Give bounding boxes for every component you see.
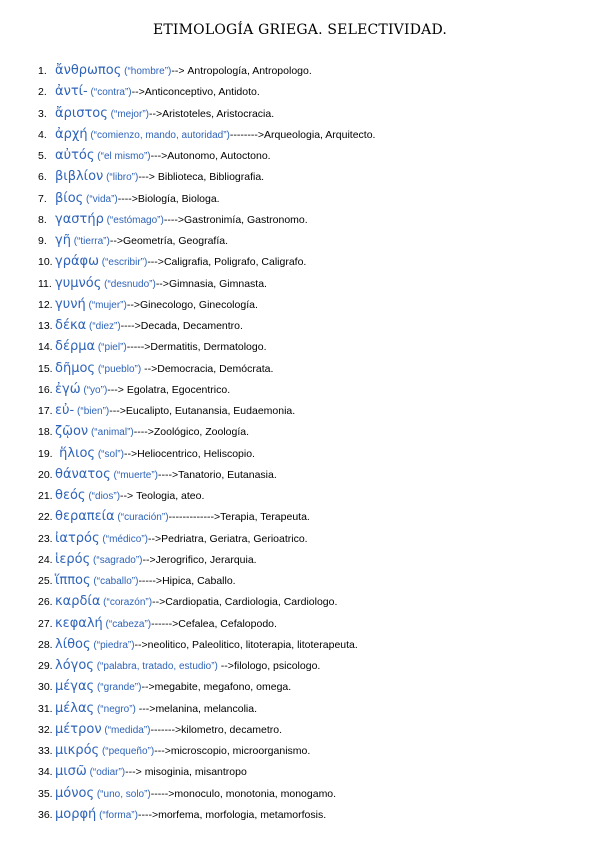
greek-word: εὐ- bbox=[55, 403, 75, 418]
greek-word: αὐτός bbox=[55, 148, 95, 163]
meaning-text: (“tierra”) bbox=[70, 236, 110, 247]
item-number: 27. bbox=[38, 617, 53, 630]
page-title: ETIMOLOGÍA GRIEGA. SELECTIVIDAD. bbox=[152, 22, 448, 38]
greek-word: καρδία bbox=[55, 594, 101, 610]
greek-word: ἥλιος bbox=[55, 445, 96, 461]
arrow-text: ---> bbox=[107, 383, 127, 396]
arrow-text: --> bbox=[134, 638, 148, 651]
item-number: 13. bbox=[38, 320, 53, 332]
arrow-text: ----> bbox=[163, 213, 184, 226]
greek-word: γῆ bbox=[55, 233, 71, 248]
list-item bbox=[38, 804, 588, 825]
list-item bbox=[38, 676, 588, 697]
derived-words: kilometro, decametro. bbox=[181, 723, 283, 736]
greek-word: ἄριστος bbox=[55, 105, 108, 121]
list-item bbox=[38, 613, 588, 634]
arrow-text: ---> bbox=[147, 256, 164, 269]
arrow-text: --> bbox=[141, 362, 158, 375]
list-item bbox=[38, 570, 588, 591]
meaning-text: (“hombre”) bbox=[121, 66, 172, 77]
derived-words: Gastronimía, Gastronomo. bbox=[183, 213, 308, 226]
derived-words: Terapia, Terapeuta. bbox=[220, 511, 310, 524]
greek-word: ἀρχή bbox=[55, 126, 88, 142]
derived-words: misoginia, misantropo bbox=[144, 766, 247, 779]
list-item bbox=[38, 783, 588, 804]
derived-words: neolitico, Paleolitico, litoterapia, litoterapeuta. bbox=[147, 638, 358, 651]
derived-words: Autonomo, Autoctono. bbox=[167, 150, 271, 162]
derived-words: megabite, megafono, omega. bbox=[154, 681, 292, 694]
greek-word: δῆμος bbox=[55, 360, 96, 376]
greek-word: μόνος bbox=[55, 785, 95, 801]
arrow-text: -----> bbox=[150, 787, 175, 800]
item-number: 25. bbox=[38, 575, 53, 587]
meaning-text: (“corazón”) bbox=[100, 597, 153, 609]
item-number: 36. bbox=[38, 808, 53, 821]
arrow-text: ----> bbox=[158, 468, 179, 481]
meaning-text: (“sagrado”) bbox=[90, 554, 143, 566]
meaning-text: (“uno, solo”) bbox=[94, 788, 151, 800]
arrow-text: -------> bbox=[150, 723, 182, 736]
list-item bbox=[38, 315, 588, 336]
arrow-text: --> bbox=[142, 553, 156, 566]
item-number: 1. bbox=[38, 65, 47, 77]
meaning-text: (“caballo”) bbox=[90, 576, 139, 587]
item-number: 10. bbox=[38, 256, 53, 269]
item-number: 32. bbox=[38, 723, 53, 736]
item-number: 17. bbox=[38, 405, 53, 417]
meaning-text: (“diez”) bbox=[86, 321, 121, 332]
meaning-text: (“mejor”) bbox=[107, 108, 149, 120]
arrow-text: ---> bbox=[135, 702, 156, 715]
derived-words: microscopio, microorganismo. bbox=[170, 745, 311, 757]
item-number: 34. bbox=[38, 766, 53, 779]
derived-words: Zoológico, Zoología. bbox=[153, 426, 250, 439]
meaning-text: (“muerte”) bbox=[110, 469, 158, 481]
derived-words: Anticonceptivo, Antidoto. bbox=[144, 86, 260, 99]
derived-words: Decada, Decamentro. bbox=[140, 320, 243, 332]
greek-word: δέρμα bbox=[55, 339, 96, 355]
item-number: 3. bbox=[38, 107, 47, 120]
list-item bbox=[38, 549, 588, 570]
greek-word: γράφω bbox=[55, 254, 99, 270]
item-number: 4. bbox=[38, 128, 47, 141]
item-number: 12. bbox=[38, 298, 53, 311]
list-item bbox=[38, 485, 588, 506]
greek-word: ζῷον bbox=[55, 424, 89, 440]
arrow-text: --> bbox=[131, 86, 145, 99]
greek-word: θεός bbox=[55, 488, 86, 503]
arrow-text: ----> bbox=[117, 192, 138, 205]
list-item bbox=[38, 740, 588, 761]
meaning-text: (“forma”) bbox=[96, 809, 138, 821]
derived-words: Cefalea, Cefalopodo. bbox=[178, 617, 277, 630]
meaning-text: (“escribir”) bbox=[98, 257, 148, 269]
list-item bbox=[38, 188, 588, 209]
meaning-text: (“médico”) bbox=[99, 533, 148, 545]
item-number: 24. bbox=[38, 553, 53, 566]
list-item bbox=[38, 400, 588, 421]
derived-words: morfema, morfologia, metamorfosis. bbox=[158, 808, 327, 821]
list-item bbox=[38, 634, 588, 655]
arrow-text: ----> bbox=[137, 808, 159, 821]
item-number: 30. bbox=[38, 681, 53, 694]
meaning-text: (“pueblo”) bbox=[95, 363, 142, 375]
item-number: 11. bbox=[38, 277, 52, 290]
meaning-text: (“sol”) bbox=[95, 448, 124, 460]
list-item bbox=[38, 251, 588, 272]
meaning-text: (“piedra”) bbox=[90, 639, 135, 651]
meaning-text: (“grande”) bbox=[94, 682, 142, 694]
list-item bbox=[38, 464, 588, 485]
arrow-text: ----> bbox=[120, 320, 141, 332]
arrow-text: --> bbox=[147, 532, 162, 545]
greek-word: θεραπεία bbox=[55, 509, 115, 525]
greek-word: μικρός bbox=[55, 743, 100, 758]
derived-words: Democracia, Demócrata. bbox=[157, 362, 274, 375]
meaning-text: (“cabeza”) bbox=[102, 618, 152, 630]
derived-words: Pedriatra, Geriatra, Gerioatrico. bbox=[161, 532, 308, 545]
meaning-text: (“palabra, tratado, estudio”) bbox=[93, 661, 218, 672]
item-number: 6. bbox=[38, 171, 47, 184]
list-item bbox=[38, 591, 588, 612]
greek-word: μέτρον bbox=[55, 721, 102, 737]
derived-words: Antropología, Antropologo. bbox=[187, 65, 312, 77]
item-number: 16. bbox=[38, 383, 53, 396]
meaning-text: (“piel”) bbox=[95, 342, 127, 354]
arrow-text: ---> bbox=[154, 745, 171, 757]
meaning-text: (“odiar”) bbox=[86, 767, 126, 779]
list-item bbox=[38, 209, 588, 230]
arrow-text: ----> bbox=[133, 426, 154, 439]
item-number: 9. bbox=[38, 235, 47, 247]
arrow-text: --> bbox=[152, 596, 166, 609]
derived-words: Biología, Biologa. bbox=[137, 192, 220, 205]
derived-words: Biblioteca, Bibliografia. bbox=[157, 171, 265, 184]
item-number: 19. bbox=[38, 447, 53, 460]
meaning-text: (“yo”) bbox=[80, 384, 108, 396]
meaning-text: (“curación”) bbox=[114, 512, 169, 524]
item-number: 33. bbox=[38, 745, 53, 757]
list-item bbox=[38, 719, 588, 740]
list-item bbox=[38, 379, 588, 400]
derived-words: Teologia, ateo. bbox=[136, 490, 205, 502]
meaning-text: (“vida”) bbox=[83, 193, 118, 205]
arrow-text: --> bbox=[171, 65, 188, 77]
meaning-text: (“desnudo”) bbox=[101, 278, 156, 290]
greek-word: γυμνός bbox=[55, 275, 102, 291]
list-item bbox=[38, 336, 588, 357]
greek-word: γαστήρ bbox=[55, 211, 104, 227]
list-item bbox=[38, 421, 588, 442]
item-number: 8. bbox=[38, 213, 47, 226]
derived-words: Gimnasia, Gimnasta. bbox=[168, 277, 267, 290]
derived-words: Dermatitis, Dermatologo. bbox=[150, 341, 267, 354]
arrow-text: --> bbox=[148, 107, 163, 120]
meaning-text: (“libro”) bbox=[103, 172, 139, 184]
item-number: 35. bbox=[38, 787, 53, 800]
arrow-text: --> bbox=[141, 681, 155, 694]
meaning-text: (“negro”) bbox=[94, 703, 136, 715]
meaning-text: (“dios”) bbox=[85, 491, 121, 502]
item-number: 23. bbox=[38, 532, 53, 545]
list-item bbox=[38, 698, 588, 719]
greek-word: μορφή bbox=[55, 806, 97, 822]
list-item bbox=[38, 443, 588, 464]
derived-words: Geometría, Geografía. bbox=[122, 235, 229, 247]
derived-words: melanina, melancolia. bbox=[155, 702, 257, 715]
derived-words: Eucalipto, Eutanansia, Eudaemonia. bbox=[125, 405, 296, 417]
greek-word: ἀντί- bbox=[55, 84, 88, 100]
derived-words: Ginecologo, Ginecología. bbox=[139, 298, 258, 311]
greek-word: βίος bbox=[55, 190, 84, 206]
meaning-text: (“mujer”) bbox=[85, 299, 127, 311]
list-item bbox=[38, 81, 588, 102]
item-number: 28. bbox=[38, 638, 53, 651]
greek-word: ἵππος bbox=[55, 573, 91, 588]
item-number: 20. bbox=[38, 468, 53, 481]
list-item bbox=[38, 103, 588, 124]
derived-words: Heliocentrico, Heliscopio. bbox=[137, 447, 255, 460]
list-item bbox=[38, 655, 588, 676]
arrow-text: -----> bbox=[126, 341, 151, 354]
arrow-text: --> bbox=[123, 447, 138, 460]
arrow-text: ---> bbox=[125, 766, 145, 779]
meaning-text: (“animal”) bbox=[88, 427, 134, 439]
item-number: 22. bbox=[38, 511, 53, 524]
greek-word: λόγος bbox=[55, 658, 94, 673]
derived-words: filologo, psicologo. bbox=[233, 660, 321, 672]
greek-word: ἄνθρωπος bbox=[55, 63, 122, 78]
item-number: 29. bbox=[38, 660, 53, 672]
list-item bbox=[38, 358, 588, 379]
derived-words: Cardiopatia, Cardiologia, Cardiologo. bbox=[165, 596, 338, 609]
greek-word: μέγας bbox=[55, 679, 95, 695]
arrow-text: --> bbox=[120, 490, 137, 502]
arrow-text: --------> bbox=[229, 128, 264, 141]
list-item bbox=[38, 506, 588, 527]
list-item bbox=[38, 294, 588, 315]
list-item bbox=[38, 528, 588, 549]
list-item bbox=[38, 230, 588, 251]
list-item bbox=[38, 273, 588, 294]
greek-word: ἱερός bbox=[55, 551, 91, 567]
greek-word: βιβλίον bbox=[55, 169, 104, 185]
meaning-text: (“pequeño”) bbox=[99, 746, 155, 757]
greek-word: ἰατρός bbox=[55, 530, 100, 546]
arrow-text: --> bbox=[155, 277, 169, 290]
greek-word: μισῶ bbox=[55, 764, 87, 780]
derived-words: Egolatra, Egocentrico. bbox=[126, 383, 231, 396]
greek-word: ἐγώ bbox=[55, 381, 81, 397]
item-number: 31. bbox=[38, 702, 53, 715]
derived-words: Hipica, Caballo. bbox=[162, 575, 236, 587]
meaning-text: (“contra”) bbox=[87, 87, 132, 99]
meaning-text: (“medida”) bbox=[101, 724, 151, 736]
greek-word: δέκα bbox=[55, 318, 87, 333]
arrow-text: -----> bbox=[138, 575, 163, 587]
arrow-text: --> bbox=[126, 298, 140, 311]
greek-word: λίθος bbox=[55, 636, 91, 652]
meaning-text: (“estómago”) bbox=[103, 214, 164, 226]
item-number: 7. bbox=[38, 192, 47, 205]
greek-word: θάνατος bbox=[55, 466, 111, 482]
item-number: 14. bbox=[38, 341, 53, 354]
item-number: 5. bbox=[38, 150, 47, 162]
derived-words: Jerogrifico, Jerarquia. bbox=[155, 553, 257, 566]
derived-words: Caligrafia, Poligrafo, Caligrafo. bbox=[163, 256, 307, 269]
item-number: 2. bbox=[38, 86, 47, 99]
derived-words: monoculo, monotonia, monogamo. bbox=[174, 787, 337, 800]
list-item bbox=[38, 60, 588, 81]
list-item bbox=[38, 166, 588, 187]
item-number: 15. bbox=[38, 362, 53, 375]
list-item bbox=[38, 761, 588, 782]
greek-word: γυνή bbox=[55, 296, 86, 312]
arrow-text: ---> bbox=[150, 150, 168, 162]
meaning-text: (“comienzo, mando, autoridad”) bbox=[87, 129, 230, 141]
item-number: 18. bbox=[38, 426, 53, 439]
arrow-text: --> bbox=[217, 660, 234, 672]
arrow-text: ---> bbox=[138, 171, 158, 184]
item-number: 21. bbox=[38, 490, 53, 502]
item-number: 26. bbox=[38, 596, 53, 609]
derived-words: Tanatorio, Eutanasia. bbox=[178, 468, 277, 481]
arrow-text: --> bbox=[109, 235, 123, 247]
derived-words: Aristoteles, Aristocracia. bbox=[162, 107, 275, 120]
arrow-text: -------------> bbox=[168, 511, 221, 524]
arrow-text: ---> bbox=[109, 405, 126, 417]
greek-word: μέλας bbox=[55, 700, 95, 716]
arrow-text: ------> bbox=[151, 617, 179, 630]
list-item bbox=[38, 124, 588, 145]
list-item bbox=[38, 145, 588, 166]
meaning-text: (“el mismo”) bbox=[94, 151, 151, 162]
greek-word: κεφαλή bbox=[55, 615, 103, 631]
etymology-list bbox=[38, 60, 588, 825]
meaning-text: (“bien”) bbox=[74, 406, 110, 417]
derived-words: Arqueologia, Arquitecto. bbox=[263, 128, 376, 141]
